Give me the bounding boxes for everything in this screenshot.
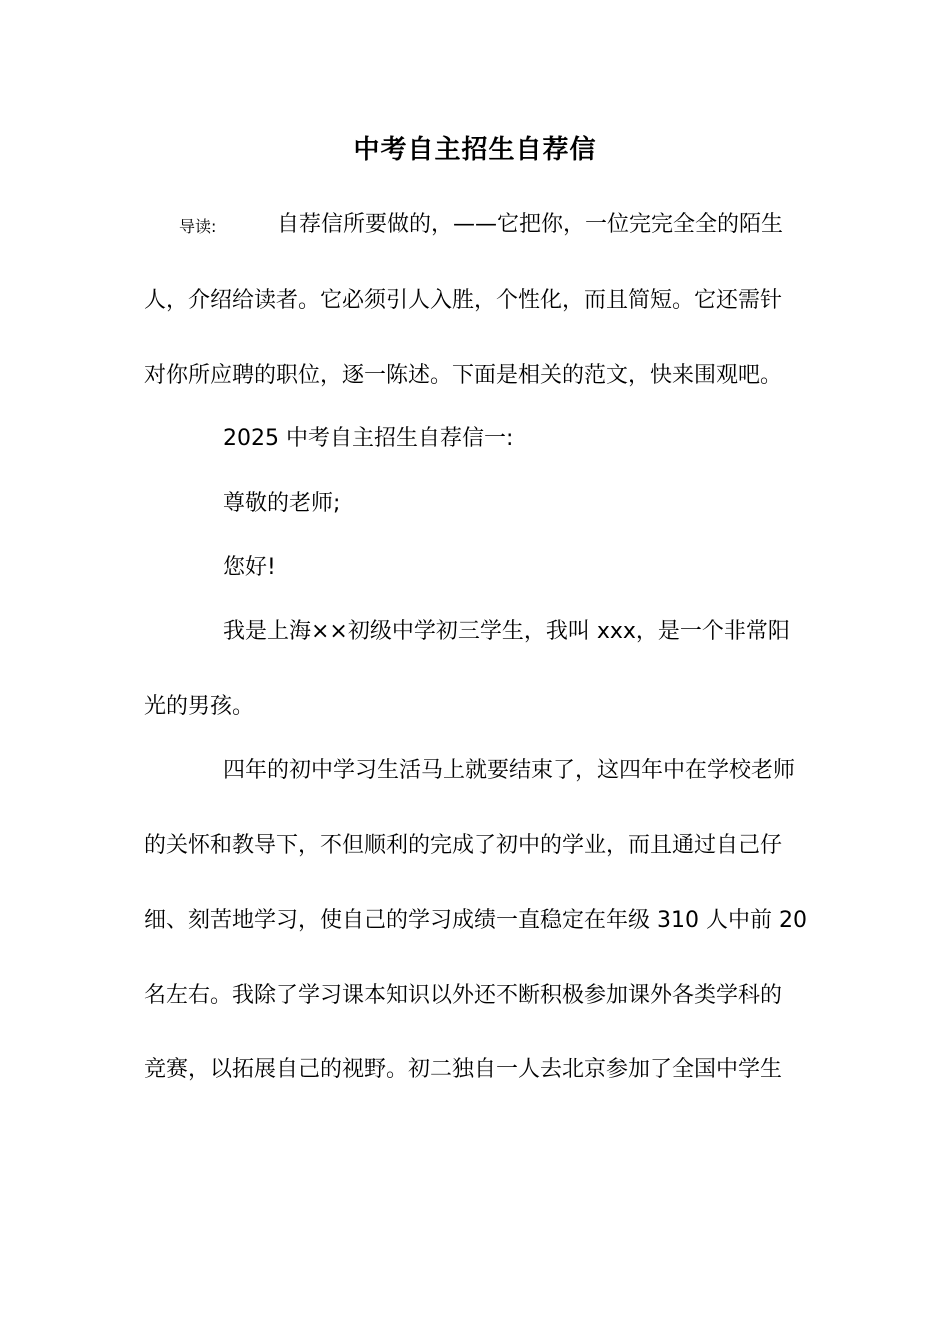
paragraph-line: 竞赛，以拓展自己的视野。初二独自一人去北京参加了全国中学生 (144, 1057, 783, 1082)
intro-line: 对你所应聘的职位，逐一陈述。下面是相关的范文，快来围观吧。 (144, 363, 783, 388)
paragraph-line: 四年的初中学习生活马上就要结束了，这四年中在学校老师 (223, 758, 796, 783)
paragraph-line: 的关怀和教导下，不但顺利的完成了初中的学业，而且通过自己仔 (144, 833, 783, 858)
intro-label: 导读: (179, 217, 217, 236)
letter-heading: 2025 中考自主招生自荐信一: (223, 426, 514, 451)
paragraph-line: 光的男孩。 (144, 694, 255, 719)
paragraph-line: 我是上海××初级中学初三学生，我叫 xxx，是一个非常阳 (223, 619, 790, 644)
paragraph-line: 名左右。我除了学习课本知识以外还不断积极参加课外各类学科的 (144, 983, 783, 1008)
document-title: 中考自主招生自荐信 (353, 135, 597, 165)
salutation: 尊敬的老师; (223, 491, 341, 516)
greeting: 您好! (223, 555, 276, 580)
intro-line: 自荐信所要做的，——它把你，一位完完全全的陌生 (277, 212, 784, 237)
paragraph-line: 细、刻苦地学习，使自己的学习成绩一直稳定在年级 310 人中前 20 (144, 908, 807, 933)
intro-line: 人，介绍给读者。它必须引人入胜，个性化，而且简短。它还需针 (144, 288, 783, 313)
